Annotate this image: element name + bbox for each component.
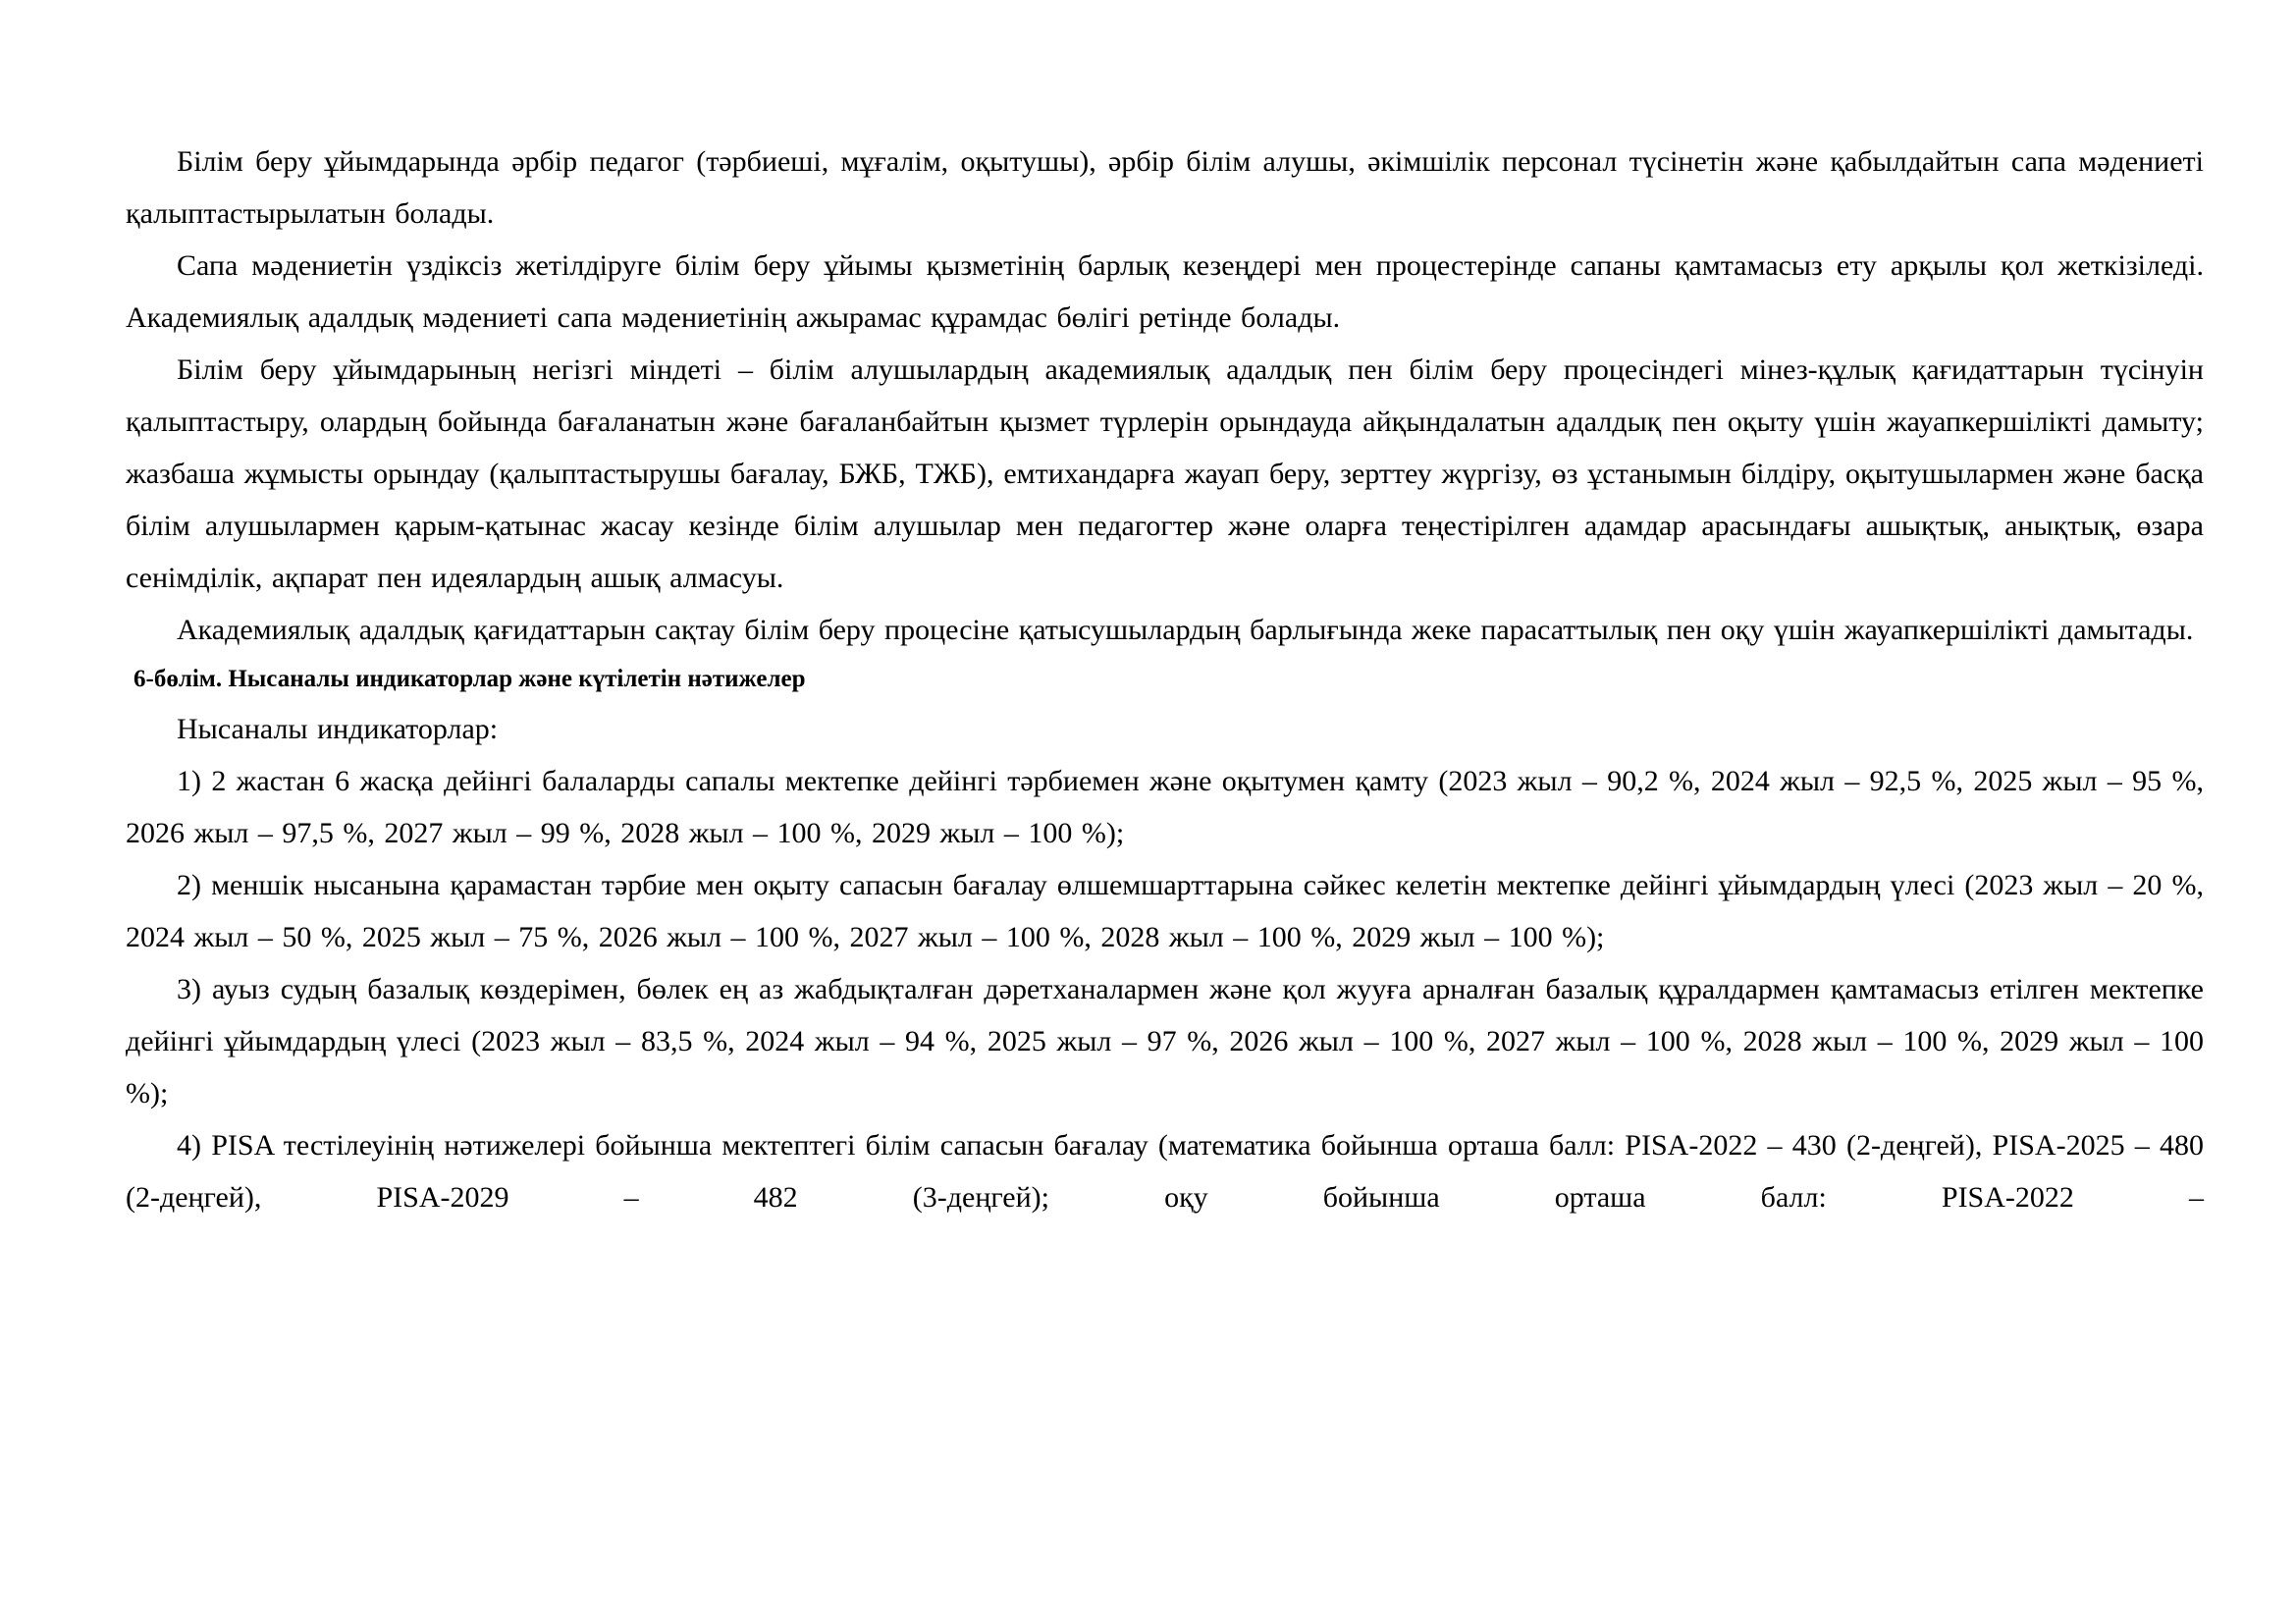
paragraph-integrity-principles: Академиялық адалдық қағидаттарын сақтау білім беру процесіне қатысушылардың барлығында жеке парасаттылық пен оқу үшін жауапкершілікті дамытады. (177, 614, 2194, 646)
section-6-heading: 6-бөлім. Нысаналы индикаторлар және күтілетін нәтижелер (133, 666, 806, 692)
paragraph-quality-culture-formation: Білім беру ұйымдарында әрбір педагог (тәрбиеші, мұғалім, оқытушы), әрбір білім алушы, әкімшілік персонал түсінетін және қабылдайтын сапа мәдениеті қалыптастырылатын болады. (126, 145, 2204, 230)
paragraph-continuous-improvement: Сапа мәдениетін үздіксіз жетілдіруге білім беру ұйымы қызметінің барлық кезеңдері мен процестерінде сапаны қамтамасыз ету арқылы қол жеткізіледі. Академиялық адалдық мәдениеті сапа мәдениетінің ажырамас құрамдас бөлігі ретінде болады. (126, 249, 2204, 334)
indicator-item-3-water-sanitation-share: 3) ауыз судың базалық көздерімен, бөлек ең аз жабдықталған дәретханалармен және қол жууға арналған базалық құралдармен қамтамасыз етілген мектепке дейінгі ұйымдардың үлесі (2023 жыл – 83,5 %, 2024 жыл – 94 %, 2025 жыл – 97 %, 2026 жыл – 100 %, 2027 жыл – 100 %, 2028 жыл – 100 %, 2029 жыл – 100 %); (126, 973, 2204, 1110)
paragraph-main-task-academic-integrity: Білім беру ұйымдарының негізгі міндеті – білім алушылардың академиялық адалдық пен білім беру процесіндегі мінез-құлық қағидаттарын түсінуін қалыптастыру, олардың бойында бағаланатын және бағаланбайтын қызмет түрлерін орындауда айқындалатын адалдық пен оқыту үшін жауапкершілікті дамыту; жазбаша жұмысты орындау (қалыптастырушы бағалау, БЖБ, ТЖБ), емтихандарға жауап беру, зерттеу жүргізу, өз ұстанымын білдіру, оқытушылармен және басқа білім алушылармен қарым-қатынас жасау кезінде білім алушылар мен педагогтер және оларға теңестірілген адамдар арасындағы ашықтық, анықтық, өзара сенімділік, ақпарат пен идеялардың ашық алмасуы. (126, 353, 2204, 594)
indicator-item-4-pisa-results: 4) PISA тестілеуінің нәтижелері бойынша мектептегі білім сапасын бағалау (математика бойынша орташа балл: PISA-2022 – 430 (2-деңгей), PISA-2025 – 480 (2-деңгей), PISA-2029 – 482 (3-деңгей); оқу бойынша орташа балл: PISA-2022 – (126, 1129, 2204, 1214)
indicator-item-2-quality-criteria-share: 2) меншік нысанына қарамастан тәрбие мен оқыту сапасын бағалау өлшемшарттарына сәйкес келетін мектепке дейінгі ұйымдардың үлесі (2023 жыл – 20 %, 2024 жыл – 50 %, 2025 жыл – 75 %, 2026 жыл – 100 %, 2027 жыл – 100 %, 2028 жыл – 100 %, 2029 жыл – 100 %); (126, 869, 2204, 953)
paragraph-target-indicators-label: Нысаналы индикаторлар: (177, 713, 499, 745)
indicator-item-1-preschool-coverage: 1) 2 жастан 6 жасқа дейінгі балаларды сапалы мектепке дейінгі тәрбиемен және оқытумен қамту (2023 жыл – 90,2 %, 2024 жыл – 92,5 %, 2025 жыл – 95 %, 2026 жыл – 97,5 %, 2027 жыл – 99 %, 2028 жыл – 100 %, 2029 жыл – 100 %); (126, 765, 2204, 849)
